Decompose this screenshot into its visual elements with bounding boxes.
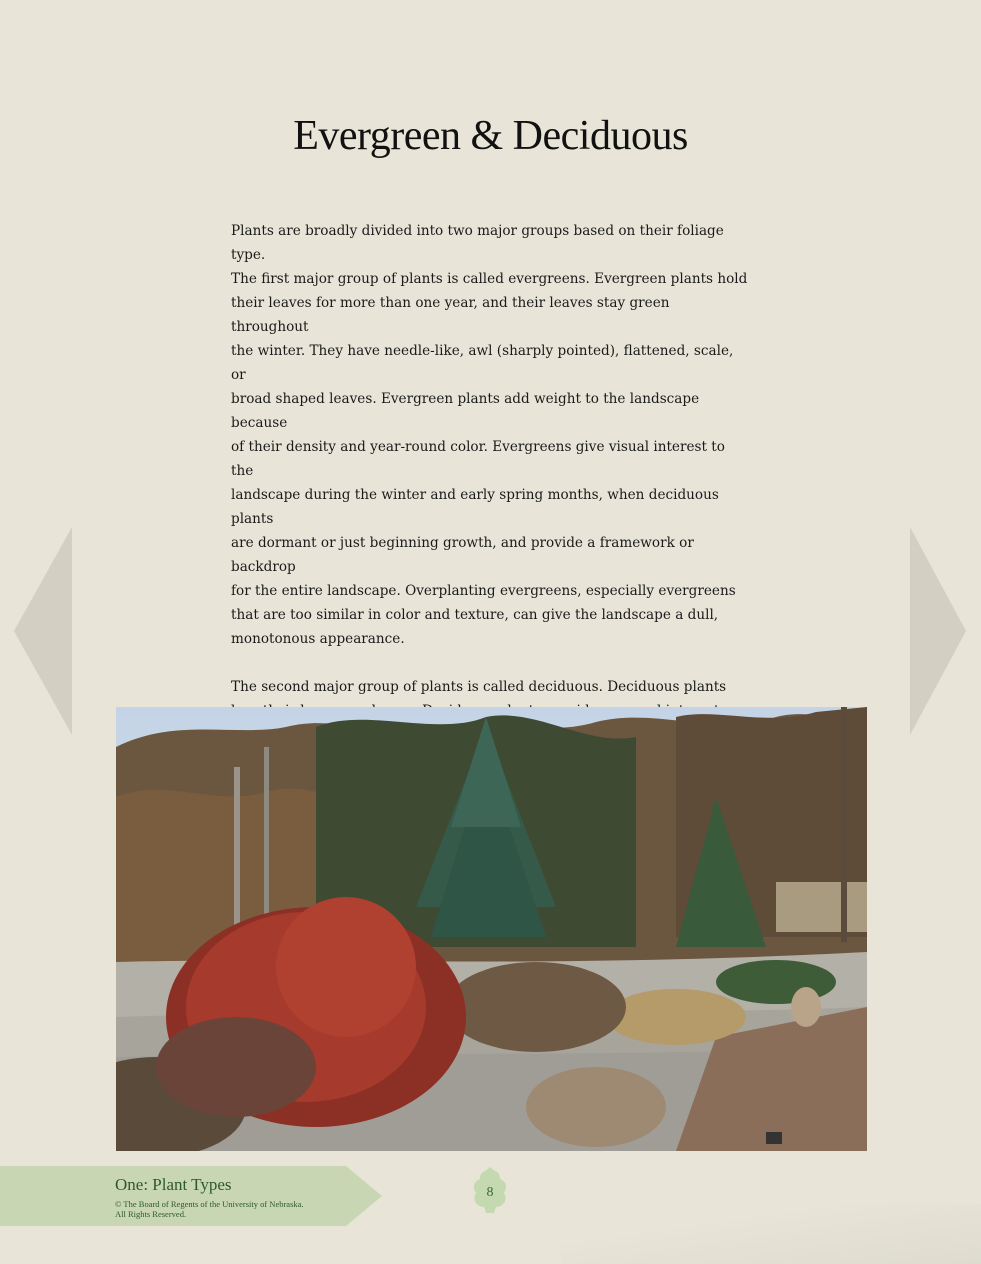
section-name: One: Plant Types	[115, 1175, 232, 1194]
page-title: Evergreen & Deciduous	[293, 113, 688, 159]
copyright-notice: © The Board of Regents of the University of Nebraska. All Rights Reserved.	[115, 1199, 304, 1219]
landscape-photo-illustration	[116, 707, 867, 1151]
paragraph-evergreens: Plants are broadly divided into two major groups based on their foliage type. The first major group of plants is called evergreens. Evergreen plants hold their leaves for more than one year, and their leaves stay green throughout the winter. They have needle-like, awl (sharply pointed), flattened, scale, or broad shaped leaves. Evergreen plants add weight to the landscape because of their density and year-round color. Evergreens give visual interest to the landscape during the winter and early spring months, when deciduous plants are dormant or just beginning growth, and provide a framework or backdrop for the entire landscape. Overplanting evergreens, especially evergreens that are too similar in color and texture, can give the landscape a dull, monotonous appearance.	[231, 223, 748, 647]
landscape-photo	[116, 707, 867, 1151]
triangle-right-icon	[910, 527, 966, 735]
next-page-button[interactable]	[908, 527, 968, 735]
page-curl-shade	[561, 1204, 981, 1264]
previous-page-button[interactable]	[14, 527, 74, 735]
page-number: 8	[486, 1185, 494, 1200]
triangle-left-icon	[14, 527, 72, 735]
paragraph-deciduous: The second major group of plants is called deciduous. Deciduous plants	[231, 679, 727, 695]
